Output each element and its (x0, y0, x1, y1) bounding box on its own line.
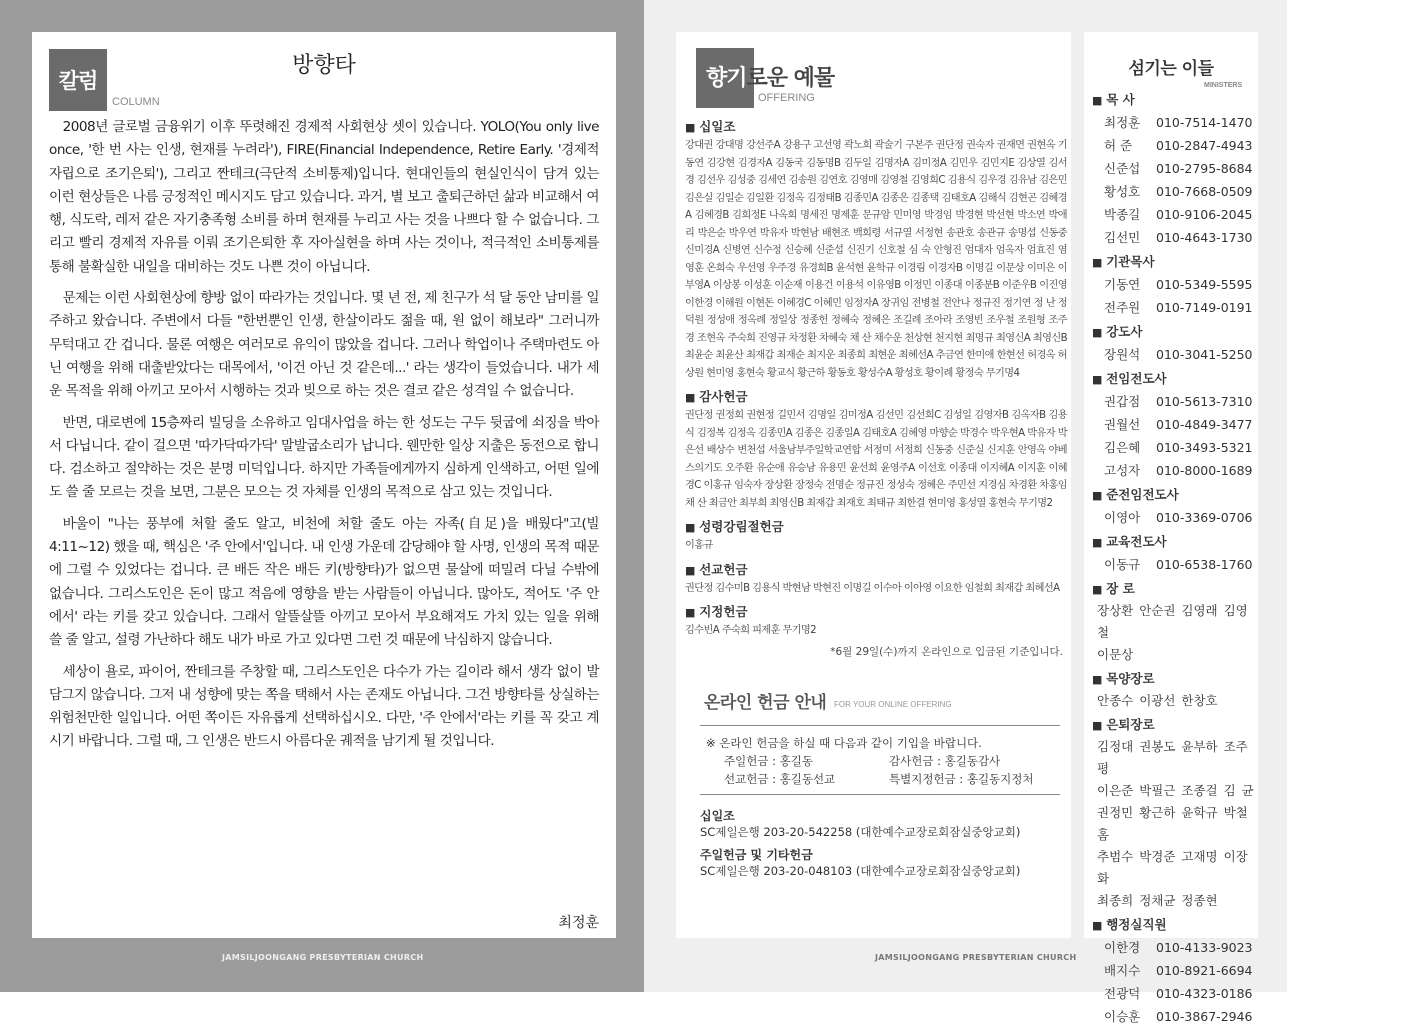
section-heading: ■ 성령강림절헌금 (685, 517, 1067, 537)
elder-names: 추범수 박경준 고재명 이장화 (1097, 849, 1248, 886)
online-intro: ※ 온라인 헌금을 하실 때 다음과 같이 기입을 바랍니다. (706, 736, 982, 750)
online-cell: 주일헌금 : 홍길동 (724, 754, 813, 768)
elder-names: 최종희 정채균 정종현 (1097, 893, 1218, 908)
minister-phone: 010-3041-5250 (1156, 347, 1253, 362)
section-names: 김수빈A 주숙희 피제훈 무기명2 (685, 625, 817, 636)
minister-group-heading: ■ 기관목사 (1092, 252, 1254, 273)
minister-row (1092, 936, 1254, 959)
minister-row (1092, 134, 1254, 157)
minister-row (1092, 553, 1254, 576)
margin-strip (1287, 0, 1403, 992)
section-names: 강대권 강대명 강선주A 강용구 고선영 곽노희 곽술기 구본주 권단정 권숙자 권재면 권현옥 기동연 김강현 김경자A 김동국 김동명B 김두일 김명자A 김미정A 김민우 김민지E 김상열 김서경 김선우 김성중 김세연 김송원 김연호 김영매 김영철 김영희C 김용식 김우경 김유남 김은민 김은실 김일순 김일환 김정옥 김정태B 김종민A 김종은 김종택 김태호A 김해식 김현곤 김혜경A 김혜경B 김희정E 나옥희 명세진 명제훈 문규암 민미영 박경임 박경현 박선현 박소연 박애리 박은순 박우연 박유자 박현남 배현조 백희령 서규열 서정현 송관호 송관규 송명섭 신동중 신미경A 신병연 신수정 신승혜 신준섭 신진기 신호철 심 숙 안형진 엄대자 엄옥자 엄효진 염영훈 온희숙 우선영 우주경 유경희B 윤석현 윤학규 이경림 이경자B 이명길 이문상 이미은 이부영A 이상봉 이성훈 이순재 이용건 이용석 이유영B 이정민 이종대 이종분B 이준우B 이진영 이한경 이해원 이현돈 이혜경C 이혜민 임정자A 장귀임 전병철 전안나 정규진 정기연 정 난 정덕원 정성애 정옥례 정일상 정종헌 정혜숙 정혜은 조길례 조아라 조영빈 조우철 조원형 조주경 조현옥 주숙희 진영규 차정환 차혜숙 채 산 채수운 천상현 천지현 최명규 최영신A 최영신B 최윤순 최윤산 최재갑 최재순 최지운 최종희 최현운 최혜선A 추금연 한미애 한현선 허경옥 허상원 현미영 홍현숙 황교식 황근하 황동호 황성수A 황성호 황이례 황정숙 무기명4 (685, 140, 1067, 379)
account-general (700, 847, 1060, 879)
minister-row (1092, 436, 1254, 459)
minister-row (1092, 226, 1254, 249)
account-tithe (700, 808, 1060, 840)
minister-phone: 010-4133-9023 (1156, 940, 1253, 955)
offering-note: *6월 29일(수)까지 온라인으로 입금된 기준입니다. (830, 645, 1063, 658)
minister-phone: 010-2847-4943 (1156, 138, 1253, 153)
minister-phone: 010-5349-5595 (1156, 277, 1253, 292)
minister-row (1092, 413, 1254, 436)
minister-name: 장원석 (1104, 347, 1141, 362)
minister-name: 이한경 (1104, 940, 1141, 955)
section-names: 이홍규 (685, 540, 713, 551)
minister-group-heading: ■ 목 사 (1092, 90, 1254, 111)
minister-phone: 010-3867-2946 (1156, 1009, 1253, 1024)
online-cell: 선교헌금 : 홍길동선교 (724, 772, 836, 786)
account-title: 십일조 (700, 809, 735, 823)
minister-name: 신준섭 (1104, 161, 1141, 176)
column-badge: 칼럼 (49, 49, 107, 111)
minister-name: 황성호 (1104, 184, 1141, 199)
minister-row (1092, 1005, 1254, 1028)
minister-name: 권갑점 (1104, 394, 1141, 409)
online-row (706, 752, 1056, 770)
section-heading: ■ 지정헌금 (685, 602, 1067, 622)
minister-group-heading: ■ 장 로 (1092, 579, 1254, 600)
section-heading: ■ 십일조 (685, 117, 1067, 137)
offering-title (706, 61, 834, 92)
offering-card (676, 32, 1071, 938)
minister-phone: 010-4323-0186 (1156, 986, 1253, 1001)
minister-group-heading: ■ 준전임전도사 (1092, 485, 1254, 506)
offering-sections (685, 112, 1067, 659)
minister-row (1092, 296, 1254, 319)
column-paragraph: 문제는 이런 사회현상에 향방 없이 따라가는 것입니다. 몇 년 전, 제 친구가 석 달 동안 남미를 일주하고 왔습니다. 주변에서 다들 "한번뿐인 인생, 한살이라도 젊을 때, 원 없이 해보라" 그러니까 무턱대고 간 겁니다. 물론 여행은 여러모로 유익이 많았을 겁니다. 그러나 학업이나 주택마련도 아닌 여행을 위해 대출받았다는 대목에서, '이건 아닌 것 같은데...' 라는 생각이 들었습니다. 내가 세운 목적을 위해 아끼고 모아서 시행하는 것과 빚으로 하는 것은 결코 같은 성격일 수 없습니다. (49, 290, 599, 400)
minister-name: 고성자 (1104, 463, 1141, 478)
minister-row (1092, 959, 1254, 982)
column-paragraph: 2008년 글로벌 금융위기 이후 뚜렷해진 경제적 사회현상 셋이 있습니다. YOLO(You only live once, '한 번 사는 인생, 현재를 누려라'), FIRE(Financial Independence, Retire Early. '경제적 자립으로 조기은퇴'), 그리고 짠테크(극단적 소비통제)입니다. 현대인들의 현실인식이 담겨 있는 이런 현상들은 나름 긍정적인 메시지도 담고 있습니다. 과거, 별 보고 출퇴근하던 삶과 비교해서 여행, 식도락, 레저 같은 자기충족형 소비를 하며 현재를 누리고 사는 것을 나쁘다 할 수 없습니다. 그리고 빨리 경제적 자유를 이뤄 조기은퇴한 후 자아실현을 하며 사는 것이나, 적극적인 소비통제를 통해 불확실한 내일을 대비하는 것도 나쁜 것이 아닙니다. (49, 119, 599, 275)
online-cell: 특별지정헌금 : 홍길동지정처 (889, 772, 1034, 786)
column-badge-sub: COLUMN (112, 96, 160, 108)
minister-group-heading: ■ 전임전도사 (1092, 369, 1254, 390)
elder-names: 이은준 박필근 조종걸 김 균 (1097, 783, 1254, 798)
minister-name: 이승훈 (1104, 1009, 1141, 1024)
minister-phone: 010-5613-7310 (1156, 394, 1253, 409)
minister-group-heading: ■ 은퇴장로 (1092, 715, 1254, 736)
ministers-list (1092, 87, 1254, 1028)
minister-phone: 010-3493-5321 (1156, 440, 1253, 455)
minister-name: 허 준 (1104, 138, 1133, 153)
minister-phone: 010-7668-0509 (1156, 184, 1253, 199)
minister-phone: 010-8000-1689 (1156, 463, 1253, 478)
minister-name: 박종길 (1104, 207, 1141, 222)
online-row (706, 770, 1056, 788)
column-paragraph: 바울이 "나는 풍부에 처할 줄도 알고, 비천에 처할 줄도 아는 자족(自足)을 배웠다"고(빌 4:11~12) 했을 때, 핵심은 '주 안에서'입니다. 내 인생 가운데 감당해야 할 사명, 인생의 목적 때문에 그럴 수 있었다는 겁니다. 큰 배든 작은 배든 키(방향타)가 없으면 물살에 떠밀려 다닐 수밖에 없습니다. 그리스도인은 돈이 많고 적음에 영향을 받는 사람들이 아닙니다. 많아도, 적어도 '주 안에서' 라는 키를 갖고 있습니다. 그래서 알뜰살뜰 아끼고 모아서 부요해져도 가치 있는 일을 위해 쓸 줄 알고, 설령 가난하다 해도 내가 바로 가고 있다면 그런 것 때문에 낙심하지 않습니다. (49, 515, 599, 649)
minister-group-heading: ■ 강도사 (1092, 322, 1254, 343)
column-author: 최정훈 (558, 915, 599, 931)
ministers-sub: MINISTERS (1204, 82, 1243, 89)
account-detail: SC제일은행 203-20-048103 (대한예수교장로회잠실중앙교회) (700, 864, 1021, 878)
elder-names: 김정대 권봉도 윤부하 조주평 (1097, 739, 1248, 776)
minister-group-heading: ■ 행정실직원 (1092, 915, 1254, 936)
footer-right: JAMSILJOONGANG PRESBYTERIAN CHURCH (875, 953, 1077, 962)
minister-phone: 010-3369-0706 (1156, 510, 1253, 525)
offering-title-rest: 로운 예물 (746, 66, 835, 91)
minister-phone: 010-9106-2045 (1156, 207, 1253, 222)
minister-name: 배지수 (1104, 963, 1141, 978)
offering-sub: OFFERING (758, 92, 815, 104)
minister-row (1092, 343, 1254, 366)
minister-phone: 010-7149-0191 (1156, 300, 1253, 315)
minister-row (1092, 982, 1254, 1005)
minister-name: 전주원 (1104, 300, 1141, 315)
column-paragraph: 반면, 대로변에 15층짜리 빌딩을 소유하고 임대사업을 하는 한 성도는 구두 뒷굽에 쇠징을 박아서 다닙니다. 같이 걸으면 '따가닥따가닥' 말발굽소리가 납니다. 웬만한 일상 지출은 동전으로 합니다. 검소하고 절약하는 것은 분명 미덕입니다. 하지만 가족들에게까지 심하게 인색하고, 어떤 일에도 쓸 줄 모르는 것을 보면, 그분은 모으는 것 자체를 인생의 목적으로 삼고 있는 것입니다. (49, 414, 599, 501)
footer-left: JAMSILJOONGANG PRESBYTERIAN CHURCH (222, 953, 424, 962)
section-heading: ■ 선교헌금 (685, 560, 1067, 580)
minister-row (1092, 390, 1254, 413)
account-detail: SC제일은행 203-20-542258 (대한예수교장로회잠실중앙교회) (700, 825, 1021, 839)
minister-phone: 010-4643-1730 (1156, 230, 1253, 245)
offering-title-highlight: 향기 (706, 66, 747, 91)
column-paragraph: 세상이 욜로, 파이어, 짠테크를 주창할 때, 그리스도인은 다수가 가는 길이라 해서 생각 없이 발 담그지 않습니다. 그저 내 성향에 맞는 쪽을 택해서 사는 존재도 아닙니다. 그건 방향타를 상실하는 위험천만한 일입니다. 어떤 쪽이든 자유롭게 선택하십시오. 다만, '주 안에서'라는 키를 꼭 갖고 계시기 바랍니다. 그럴 때, 그 인생은 반드시 아름다운 궤적을 남기게 될 것입니다. (49, 663, 599, 750)
minister-name: 최정훈 (1104, 115, 1141, 130)
minister-row (1092, 157, 1254, 180)
online-offering-heading: 온라인 헌금 안내 (704, 693, 827, 713)
minister-name: 기동연 (1104, 277, 1141, 292)
minister-phone: 010-4849-3477 (1156, 417, 1253, 432)
minister-name: 이영아 (1104, 510, 1141, 525)
column-title: 방향타 (292, 53, 356, 78)
elder-names: 장상환 안순권 김영래 김영철 (1097, 603, 1248, 640)
minister-group-heading: ■ 교육전도사 (1092, 532, 1254, 553)
minister-name: 이동규 (1104, 557, 1141, 572)
online-offering-sub: FOR YOUR ONLINE OFFERING (834, 700, 952, 709)
minister-row (1092, 203, 1254, 226)
online-cell: 감사헌금 : 홍길동감사 (889, 754, 1001, 768)
elder-names: 이문상 (1097, 647, 1134, 662)
column-body (49, 116, 599, 762)
elder-names: 권정민 황근하 윤학규 박철홈 (1097, 805, 1248, 842)
minister-row (1092, 180, 1254, 203)
minister-phone: 010-8921-6694 (1156, 963, 1253, 978)
divider (700, 794, 1060, 795)
ministers-title: 섬기는 이들 (1128, 59, 1214, 79)
account-title: 주일헌금 및 기타헌금 (700, 848, 813, 862)
minister-phone: 010-7514-1470 (1156, 115, 1253, 130)
minister-phone: 010-2795-8684 (1156, 161, 1253, 176)
minister-name: 김은혜 (1104, 440, 1141, 455)
section-names: 권단정 김수미B 김용식 박현남 박현진 이명길 이수아 이아영 이요한 임철희 최재갑 최혜선A (685, 582, 1060, 594)
minister-row (1092, 506, 1254, 529)
minister-row (1092, 273, 1254, 296)
elder-names: 안종수 이광선 한창호 (1097, 693, 1218, 708)
online-offering-instructions (706, 734, 1056, 788)
section-names: 권단정 권정희 권현정 길민서 김명일 김미정A 김선민 김선희C 김성일 김영자B 김옥자B 김용식 김정복 김정옥 김종민A 김종은 김종일A 김태호A 김혜영 마향순 박경수 박우현A 박유자 박은선 배상수 변천섭 서울남부주일학교연합 서정미 서정희 신동중 신준실 신지훈 안영옥 야베스의기도 오주환 유순애 유승남 유용민 윤선희 윤영주A 이선호 이종대 이지혜A 이지훈 이혜경C 이홍규 임숙자 장상환 장정숙 전명순 정규진 정성숙 정혜은 주민선 지경심 차경환 차홍임 채 산 최금안 최부희 최영신B 최재갑 최재호 최태규 최한결 현미영 홍성열 홍현숙 무기명2 (685, 410, 1067, 509)
section-heading: ■ 감사헌금 (685, 387, 1067, 407)
column-card (32, 32, 616, 938)
minister-row (1092, 459, 1254, 482)
minister-row (1092, 111, 1254, 134)
minister-name: 김선민 (1104, 230, 1141, 245)
minister-phone: 010-6538-1760 (1156, 557, 1253, 572)
minister-name: 전광덕 (1104, 986, 1141, 1001)
ministers-card (1084, 32, 1258, 1024)
minister-name: 권월선 (1104, 417, 1141, 432)
divider (700, 725, 1060, 726)
minister-group-heading: ■ 목양장로 (1092, 669, 1254, 690)
